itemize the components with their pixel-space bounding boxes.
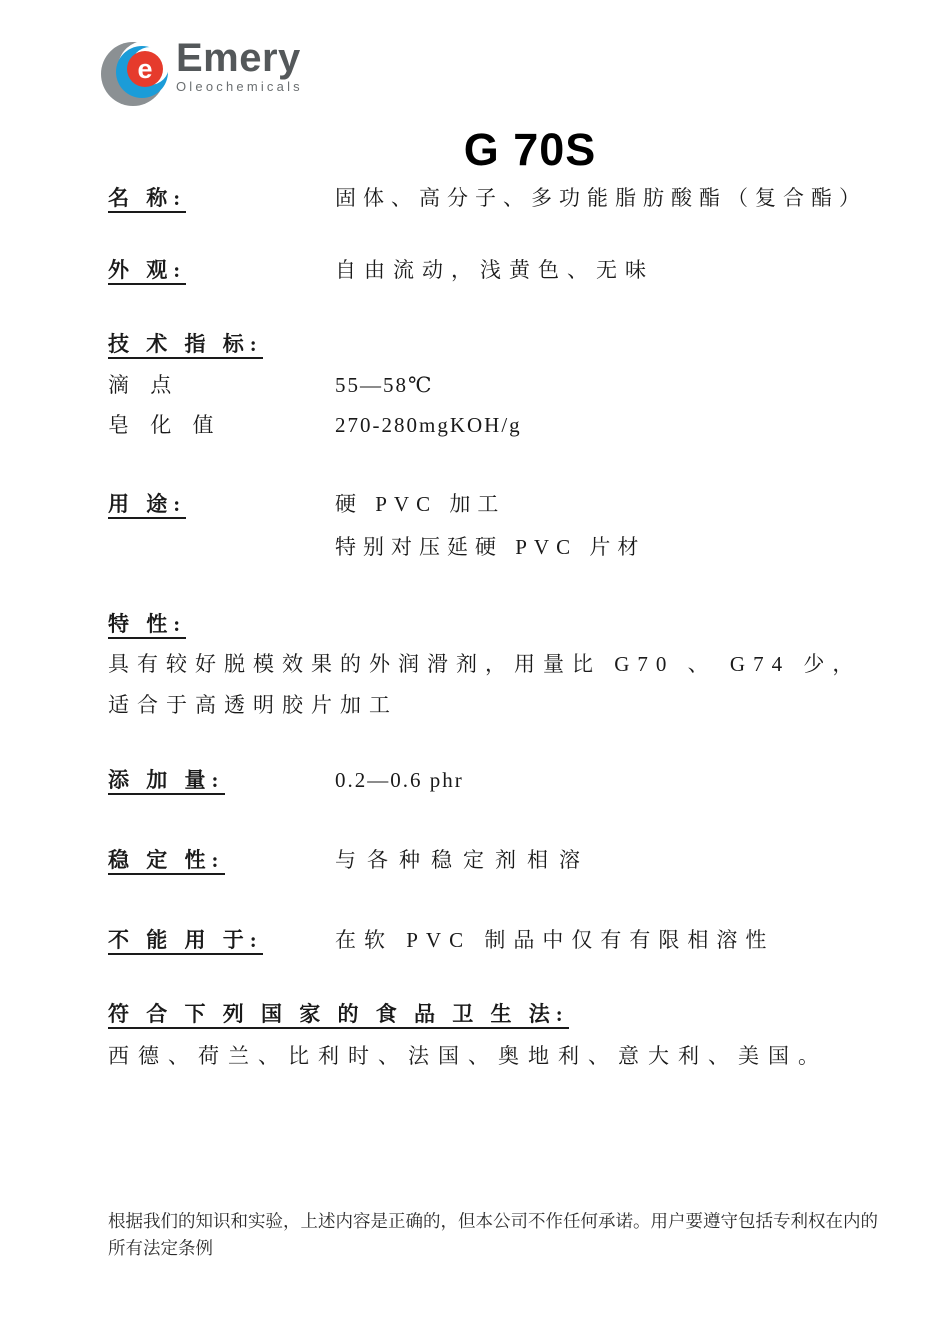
tech-specs-heading-row [108,330,888,358]
field-dosage [108,766,888,794]
properties-line-2: 适合于高透明胶片加工 [108,693,398,717]
field-appearance-label: 外 观: [108,258,186,285]
spec-dropping-point-label: 滴 点 [108,373,180,397]
swirl-e-icon [100,36,172,108]
field-name-value: 固体、高分子、多功能脂肪酸酯（复合酯） [335,186,867,210]
field-usage [108,490,888,518]
properties-heading: 特 性: [108,612,186,639]
field-not-suitable-label: 不 能 用 于: [108,928,263,955]
field-name-label: 名 称: [108,186,186,213]
field-dosage-label: 添 加 量: [108,768,225,795]
spec-saponification-label: 皂 化 值 [108,413,222,437]
field-usage-line-2: 特别对压延硬 PVC 片材 [335,535,646,559]
field-dosage-value: 0.2—0.6 phr [335,768,464,792]
field-stability-value: 与各种稳定剂相溶 [335,848,591,872]
spec-dropping-point-value: 55—58℃ [335,373,434,397]
properties-line-1: 具有较好脱模效果的外润滑剂，用量比 G70 、 G74 少， [108,652,862,676]
emery-logo [100,36,400,108]
field-not-suitable [108,926,888,954]
product-title: G 70S [463,124,597,176]
food-law-countries: 西德、荷兰、比利时、法国、奥地利、意大利、美国。 [108,1044,828,1068]
field-appearance [108,256,888,284]
food-law-heading-row [108,1000,888,1028]
field-usage-line-1: 硬 PVC 加工 [335,492,506,516]
spec-dropping-point [108,371,888,399]
field-usage-label: 用 途: [108,492,186,519]
spec-saponification-value-text: 270-280mgKOH/g [335,413,522,437]
spec-saponification-value [108,411,888,439]
properties-heading-row [108,610,888,638]
disclaimer-text: 根据我们的知识和实验，上述内容是正确的，但本公司不作任何承诺。用户要遵守包括专利权在内的所有法定条例 [108,1211,878,1259]
logo-text [176,38,303,94]
field-appearance-value: 自由流动，浅黄色、无味 [335,258,654,282]
field-not-suitable-value: 在软 PVC 制品中仅有有限相溶性 [335,928,775,952]
field-name [108,184,888,212]
logo-subtitle: Oleochemicals [176,79,303,94]
logo-brand: Emery [176,36,301,80]
field-stability [108,846,888,874]
svg-text:e: e [137,54,153,84]
field-stability-label: 稳 定 性: [108,848,225,875]
tech-specs-heading: 技 术 指 标: [108,332,263,359]
food-law-heading: 符 合 下 列 国 家 的 食 品 卫 生 法: [108,1002,569,1029]
